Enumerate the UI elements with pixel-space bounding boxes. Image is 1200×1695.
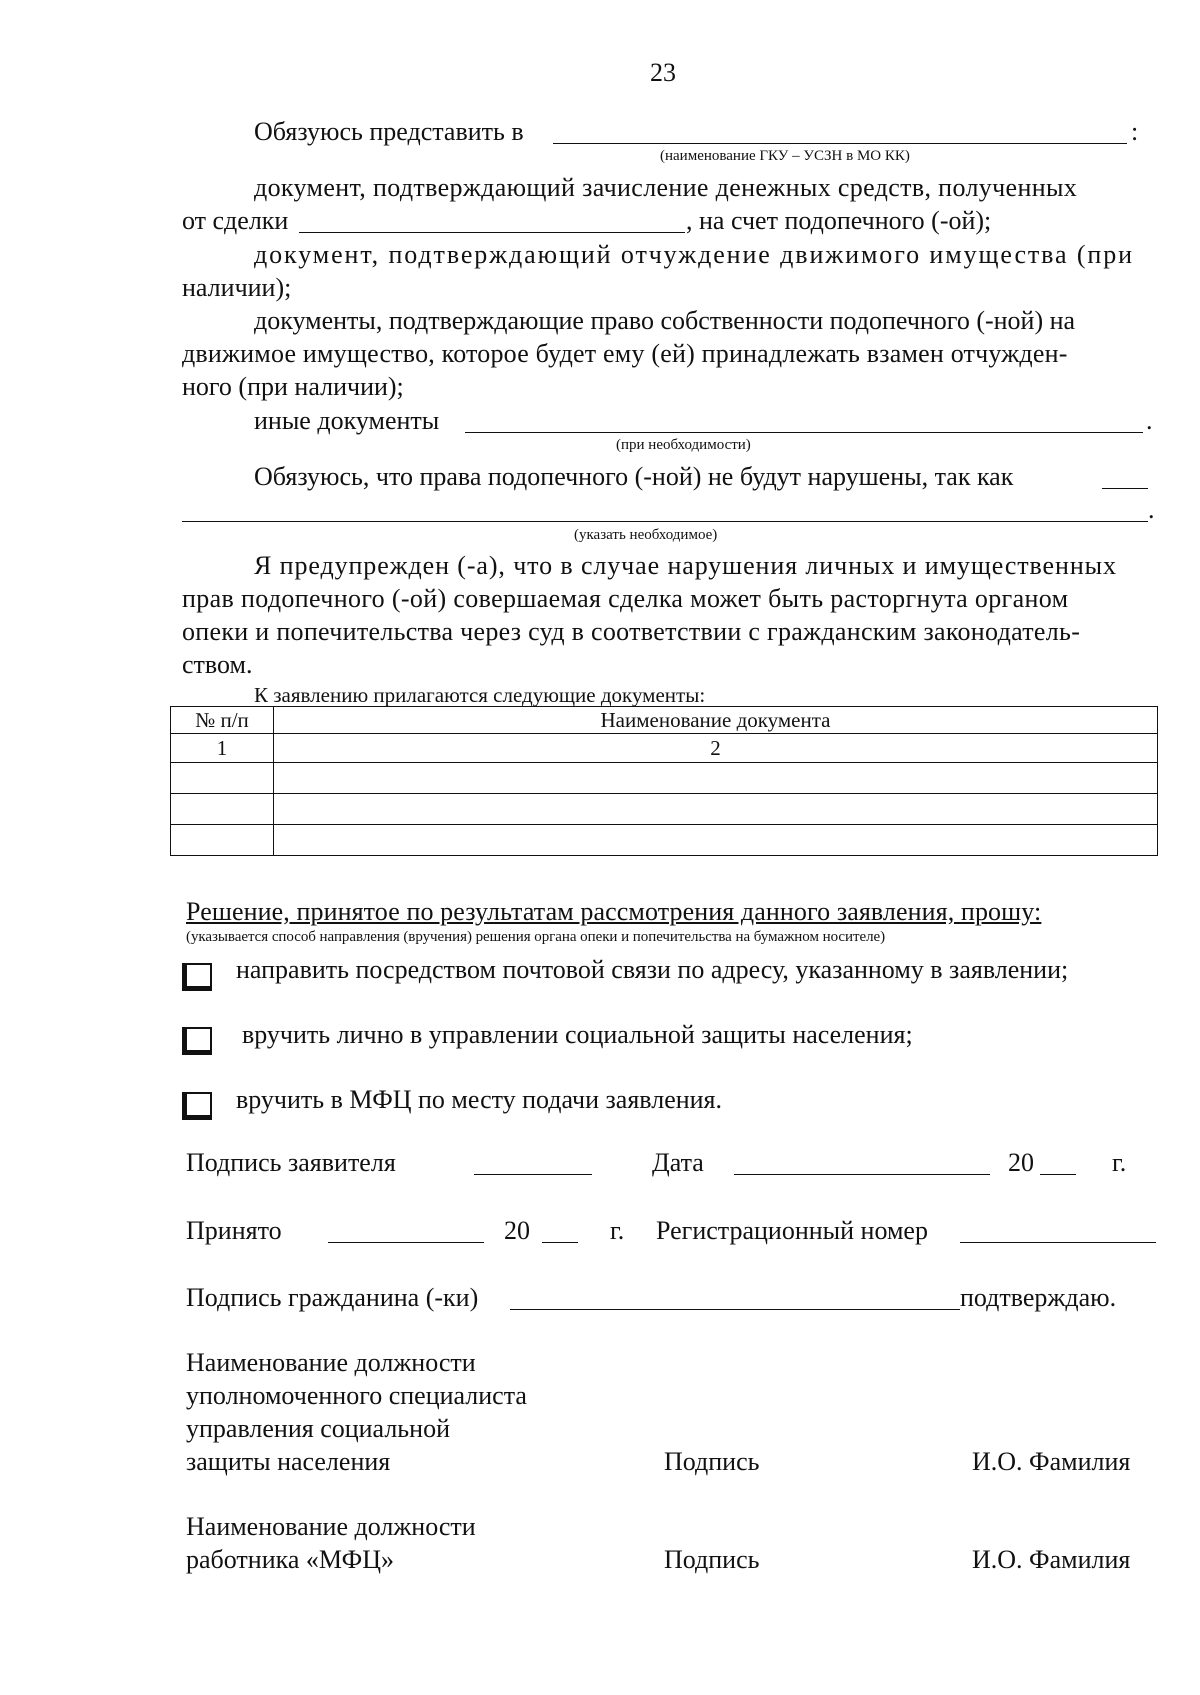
citizen-signature-field[interactable] (510, 1309, 960, 1310)
header-number: № п/п (171, 707, 274, 734)
other-docs-end: . (1146, 406, 1153, 435)
item2-line1: документ, подтверждающий отчуждение движимого имущества (при (254, 240, 1134, 269)
decision-note: (указывается способ направления (вручения) решения органа опеки и попечительства на бумажном носителе) (186, 929, 886, 945)
column-number-1: 1 (171, 734, 274, 763)
table-cell-number[interactable] (171, 763, 274, 794)
attachments-caption: К заявлению прилагаются следующие документы: (254, 683, 706, 707)
item1-line1: документ, подтверждающий зачисление денежных средств, полученных (254, 173, 1078, 202)
mfc-signature: Подпись (664, 1545, 760, 1574)
checkbox-mail[interactable] (182, 963, 212, 991)
item3-line3: ного (при наличии); (182, 372, 404, 401)
other-docs-field[interactable] (465, 432, 1143, 433)
page-number: 23 (650, 58, 676, 87)
date-year-prefix: 20 (1008, 1148, 1034, 1177)
deal-field[interactable] (299, 232, 685, 233)
checkbox-mfc[interactable] (182, 1092, 212, 1120)
confirm-text: подтверждаю. (960, 1283, 1117, 1312)
table-cell-number[interactable] (171, 794, 274, 825)
table-row[interactable] (171, 763, 1158, 794)
accepted-year-suffix: г. (610, 1216, 625, 1245)
specialist-title-line3: управления социальной (186, 1414, 450, 1443)
date-label: Дата (652, 1148, 704, 1177)
item1-suffix: , на счет подопечного (-ой); (686, 206, 992, 235)
citizen-signature-label: Подпись гражданина (-ки) (186, 1283, 479, 1312)
table-row[interactable] (171, 794, 1158, 825)
option-mfc: вручить в МФЦ по месту подачи заявления. (236, 1085, 723, 1114)
rights-end: . (1148, 495, 1155, 524)
org-caption: (наименование ГКУ – УСЗН в МО КК) (660, 148, 910, 164)
item3-line2: движимое имущество, которое будет ему (ей) принадлежать взамен отчужден- (182, 339, 1068, 368)
option-in-person: вручить лично в управлении социальной защиты населения; (242, 1020, 913, 1049)
accepted-date-field[interactable] (328, 1242, 484, 1243)
warning-line4: ством. (182, 650, 253, 679)
mfc-title-line1: Наименование должности (186, 1512, 476, 1541)
reg-number-label: Регистрационный номер (656, 1216, 928, 1245)
warning-line1: Я предупрежден (-а), что в случае нарушения личных и имущественных (254, 551, 1117, 580)
table-cell-number[interactable] (171, 825, 274, 856)
other-docs-caption: (при необходимости) (616, 437, 751, 453)
reg-number-field[interactable] (960, 1242, 1156, 1243)
rights-caption: (указать необходимое) (574, 527, 718, 543)
item3-line1: документы, подтверждающие право собственности подопечного (-ной) на (254, 306, 1076, 335)
mfc-name: И.О. Фамилия (972, 1545, 1131, 1574)
specialist-title-line1: Наименование должности (186, 1348, 476, 1377)
org-name-field[interactable] (553, 143, 1127, 144)
obligation-colon: : (1131, 117, 1139, 146)
table-cell-doc[interactable] (274, 794, 1158, 825)
specialist-signature: Подпись (664, 1447, 760, 1476)
mfc-title-line2: работника «МФЦ» (186, 1545, 394, 1574)
table-cell-doc[interactable] (274, 763, 1158, 794)
other-docs-label: иные документы (254, 406, 440, 435)
decision-title: Решение, принятое по результатам рассмотрения данного заявления, прошу: (186, 897, 1042, 926)
date-year-field[interactable] (1040, 1174, 1076, 1175)
column-number-2: 2 (274, 734, 1158, 763)
warning-line3: опеки и попечительства через суд в соответствии с гражданским законодатель- (182, 617, 1081, 646)
item1-prefix: от сделки (182, 206, 289, 235)
table-header-row (171, 707, 1158, 734)
item2-line2: наличии); (182, 273, 292, 302)
option-mail: направить посредством почтовой связи по адресу, указанному в заявлении; (236, 955, 1069, 984)
header-doc-name: Наименование документа (274, 707, 1158, 734)
applicant-signature-label: Подпись заявителя (186, 1148, 396, 1177)
date-field[interactable] (734, 1174, 990, 1175)
checkbox-in-person[interactable] (182, 1027, 212, 1055)
warning-line2: прав подопечного (-ой) совершаемая сделка может быть расторгнута органом (182, 584, 1069, 613)
specialist-name: И.О. Фамилия (972, 1447, 1131, 1476)
applicant-signature-field[interactable] (474, 1174, 592, 1175)
attachments-table (170, 706, 1158, 856)
accepted-year-field[interactable] (542, 1242, 578, 1243)
table-row[interactable] (171, 825, 1158, 856)
date-year-suffix: г. (1112, 1148, 1127, 1177)
table-numbering-row (171, 734, 1158, 763)
specialist-title-line4: защиты населения (186, 1447, 391, 1476)
table-cell-doc[interactable] (274, 825, 1158, 856)
obligation-intro: Обязуюсь представить в (254, 117, 524, 146)
rights-field[interactable] (182, 521, 1148, 522)
accepted-label: Принято (186, 1216, 282, 1245)
rights-text: Обязуюсь, что права подопечного (-ной) не будут нарушены, так как (254, 462, 1014, 491)
accepted-year-prefix: 20 (504, 1216, 530, 1245)
specialist-title-line2: уполномоченного специалиста (186, 1381, 527, 1410)
rights-field-short[interactable] (1102, 488, 1148, 489)
